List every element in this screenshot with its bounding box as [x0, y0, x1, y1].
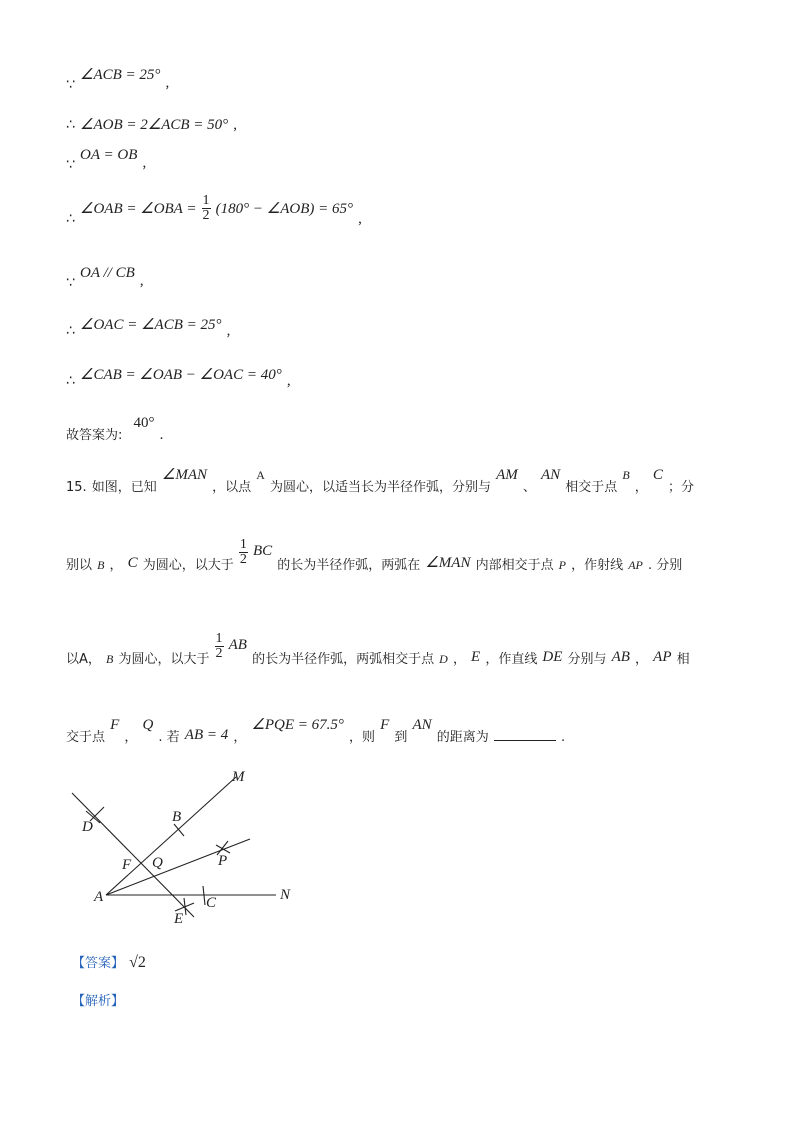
therefore-symbol: ∴: [66, 373, 75, 389]
q15-line-1: [66, 464, 695, 495]
text: . 分别: [647, 558, 683, 573]
text: 的距离为: [436, 730, 489, 745]
text: ，作射线: [571, 558, 624, 573]
therefore-symbol: ∴: [66, 117, 75, 133]
math-angle-pqe: ∠PQE = 67.5°: [251, 717, 344, 733]
solution-line-3: [66, 144, 147, 173]
math-point-b: B: [106, 652, 114, 666]
answer-value: 40°: [133, 415, 155, 431]
math-an: AN: [412, 717, 432, 733]
frac-numerator: 1: [215, 631, 223, 646]
math-an: AN: [540, 467, 561, 483]
fraction-half: [239, 538, 248, 567]
text: ，: [452, 652, 466, 667]
because-symbol: ∵: [66, 275, 75, 291]
label-q: Q: [152, 855, 163, 871]
punct: ,: [226, 323, 231, 339]
math-point-d: D: [439, 652, 448, 666]
text: .: [560, 730, 566, 745]
math-point-f: F: [380, 717, 390, 733]
text: ；分: [668, 480, 695, 495]
therefore-symbol: ∴: [66, 323, 75, 339]
punct: .: [159, 427, 164, 443]
text: ，以点: [212, 480, 252, 495]
q15-line-4: [66, 714, 566, 745]
math-expr: OA = OB: [80, 147, 138, 163]
text: 的长为半径作弧，两弧相交于点: [252, 652, 435, 667]
text: ，: [233, 730, 247, 745]
math-ap: AP: [628, 558, 643, 572]
answer-section: [72, 952, 146, 972]
ray-am: [106, 777, 236, 895]
math-expr: ∠OAC = ∠ACB = 25°: [80, 317, 222, 333]
question-number: 15.: [66, 480, 87, 495]
answer-line: [66, 412, 164, 443]
punct: ,: [358, 211, 362, 227]
math-angle-man: ∠MAN: [425, 555, 471, 571]
therefore-symbol: ∴: [66, 211, 75, 227]
math-expr: ∠ACB = 25°: [80, 67, 161, 83]
punct: ,: [165, 75, 170, 91]
solution-line-4: [66, 193, 362, 227]
label-f: F: [122, 857, 132, 873]
frac-denominator: 2: [215, 646, 223, 661]
label-b: B: [172, 809, 182, 825]
analysis-section: [72, 990, 124, 1009]
punct: ,: [233, 117, 237, 133]
math-ab-eq: AB = 4: [184, 727, 229, 743]
answer-label: 故答案为:: [66, 428, 123, 443]
answer-sqrt2: √2: [129, 954, 146, 971]
text: ，: [109, 558, 123, 573]
text: 为圆心，以大于: [142, 558, 234, 573]
because-symbol: ∵: [66, 77, 75, 93]
math-point-c: C: [127, 555, 138, 571]
label-m: M: [232, 769, 245, 785]
solution-line-7: [66, 364, 291, 389]
text: . 若: [158, 730, 180, 745]
answer-blank: [494, 728, 556, 741]
math-expr: (180° − ∠AOB) = 65°: [215, 201, 353, 217]
frac-denominator: 2: [239, 552, 247, 567]
math-de: DE: [542, 649, 563, 665]
text: 到: [394, 730, 408, 745]
math-ap: AP: [653, 649, 672, 665]
text: ，作直线: [485, 652, 538, 667]
frac-numerator: 1: [239, 537, 247, 552]
solution-line-2: [66, 114, 237, 134]
label-p: P: [218, 853, 228, 869]
text: 为圆心，以适当长为半径作弧，分别与: [269, 480, 491, 495]
frac-denominator: 2: [202, 208, 210, 223]
math-bc: BC: [252, 543, 273, 559]
punct: ,: [142, 155, 147, 171]
math-angle-man: ∠MAN: [161, 467, 208, 483]
math-expr: ∠CAB = ∠OAB − ∠OAC = 40°: [80, 367, 282, 383]
label-n: N: [280, 887, 291, 903]
solution-line-5: [66, 262, 144, 291]
frac-numerator: 1: [202, 193, 210, 208]
math-point-a: A: [256, 468, 265, 482]
math-point-b: B: [97, 558, 105, 572]
text: 的长为半径作弧，两弧在: [277, 558, 421, 573]
text: ，则: [349, 730, 376, 745]
label-c: C: [206, 895, 217, 911]
math-point-e: E: [471, 649, 481, 665]
text: 如图，已知: [91, 480, 157, 495]
math-ab: AB: [611, 649, 630, 665]
label-d: D: [82, 819, 93, 835]
fraction-half: [215, 632, 224, 661]
math-ab: AB: [228, 637, 247, 653]
text: ，: [635, 652, 649, 667]
math-point-b: B: [622, 468, 630, 482]
text: 内部相交于点: [475, 558, 554, 573]
math-point-p: P: [558, 558, 567, 572]
math-expr: ∠AOB = 2∠ACB = 50°: [80, 117, 229, 133]
q15-line-3: [66, 631, 690, 667]
fraction-half: [202, 194, 211, 223]
math-point-f: F: [110, 717, 120, 733]
analysis-tag: 【解析】: [72, 994, 125, 1009]
math-point-c: C: [652, 467, 663, 483]
text: ，: [124, 730, 138, 745]
answer-tag: 【答案】: [72, 956, 125, 971]
math-am: AM: [496, 467, 518, 483]
because-symbol: ∵: [66, 157, 75, 173]
solution-line-1: [66, 64, 170, 93]
label-e: E: [174, 911, 184, 927]
text: 以A，: [66, 652, 101, 667]
text: ，: [634, 480, 648, 495]
q15-line-2: [66, 537, 683, 573]
text: 别以: [66, 558, 93, 573]
text: 、: [522, 480, 536, 495]
text: 为圆心，以大于: [118, 652, 210, 667]
label-a: A: [94, 889, 104, 905]
math-point-q: Q: [142, 717, 154, 733]
geometry-figure: [60, 765, 320, 935]
punct: ,: [139, 273, 144, 289]
math-expr: ∠OAB = ∠OBA =: [80, 201, 197, 217]
math-expr: OA // CB: [80, 265, 135, 281]
text: 相交于点: [565, 480, 618, 495]
text: 分别与: [567, 652, 607, 667]
punct: ,: [286, 373, 291, 389]
text: 相: [676, 652, 690, 667]
solution-line-6: [66, 314, 231, 339]
text: 交于点: [66, 730, 106, 745]
